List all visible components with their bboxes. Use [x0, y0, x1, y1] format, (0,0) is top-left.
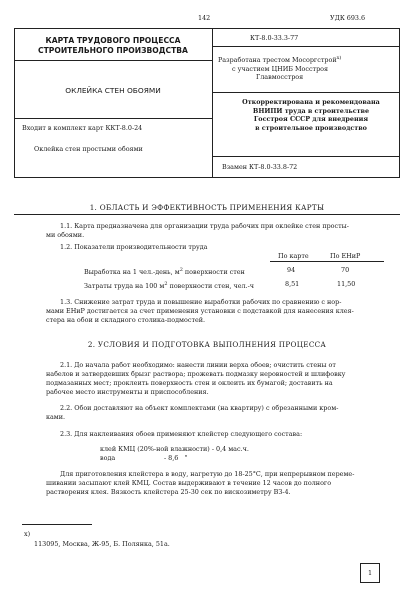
para-2-3: 2.3. Для наклеивания обоев применяют клейстер следующего состава: — [60, 430, 303, 438]
para-1-3-c: стера на обои и складного столика-подмостей. — [46, 316, 206, 324]
metric-output-label: Выработка на 1 чел.-день, м — [84, 268, 180, 277]
footnote-text: 113095, Москва, Ж-95, Б. Полянка, 51а. — [34, 540, 170, 548]
mix-water: вода - 8,6 " — [100, 454, 188, 462]
para-2-2-b: ками. — [46, 413, 66, 421]
col-header-card: По карте — [278, 252, 309, 260]
table-header-rule — [270, 261, 384, 262]
developer-line3: Главмосстроя — [256, 72, 304, 81]
col-header-enir: По ЕНиР — [330, 252, 361, 260]
right-divider-3 — [212, 156, 400, 157]
included-in: Входит в комплект карт ККТ-8.0-24 — [22, 124, 143, 132]
metric-output-enir: 70 — [341, 266, 350, 274]
para-1-1-b: ми обоями. — [46, 231, 85, 239]
metric-output-sup: 2 — [179, 267, 183, 273]
card-title-line2: СТРОИТЕЛЬНОГО ПРОИЗВОДСТВА — [38, 46, 188, 55]
right-divider-2 — [212, 92, 400, 93]
para-2-1-d: рабочее место инструменты и приспособления. — [46, 388, 209, 396]
para-2-2-a: 2.2. Обои доставляют на объект комплектами (на квартиру) с обрезанными кром- — [60, 404, 339, 412]
para-prep-b: шивании засыпают клей КМЦ. Состав выдерживают в течение 12 часов до полного — [46, 479, 332, 487]
card-title — [14, 36, 212, 56]
replaces-code: Взамен КТ-8.0-33.8-72 — [222, 163, 298, 171]
card-code: КТ-8.0-33.3-77 — [250, 34, 299, 42]
section2-heading: 2. УСЛОВИЯ И ПОДГОТОВКА ВЫПОЛНЕНИЯ ПРОЦЕССА — [87, 340, 327, 349]
developer-info — [218, 54, 398, 81]
para-prep-a: Для приготовления клейстера в воду, нагретую до 18-25°С, при непрерывном переме- — [60, 470, 355, 478]
right-divider-1 — [212, 46, 400, 47]
metric-labor-card: 8,51 — [285, 280, 300, 288]
footnote-rule — [22, 524, 92, 525]
developer-line1: Разработана трестом Мосоргстрой — [218, 56, 337, 65]
metric-labor-sup: 2 — [164, 281, 168, 287]
metric-output-card: 94 — [287, 266, 296, 274]
para-1-1-a: 1.1. Карта предназначена для организации труда рабочих при оклейке стен просты- — [60, 222, 349, 230]
section1-underline — [14, 214, 400, 215]
metric-output — [84, 266, 245, 276]
section1-heading: 1. ОБЛАСТЬ И ЭФФЕКТИВНОСТЬ ПРИМЕНЕНИЯ КАРТЫ — [89, 203, 325, 212]
metric-labor-label: Затраты труда на 100 м — [84, 282, 165, 291]
metric-output-label-end: поверхности стен — [182, 268, 245, 277]
left-divider-1 — [14, 60, 212, 61]
para-prep-c: растворения клея. Вязкость клейстера 25-30 сек по вискозиметру ВЗ-4. — [46, 488, 291, 496]
sheet-number: 1 — [367, 569, 373, 577]
developer-line2: с участием ЦНИБ Мосстроя — [232, 64, 329, 73]
approval-line1: Откорректирована и рекомендована — [242, 98, 380, 106]
para-2-1-a: 2.1. До начала работ необходимо: нанести линии верха обоев; очистить стены от — [60, 361, 336, 369]
approval-line3: Госстроя СССР для внедрения — [253, 115, 369, 124]
para-2-1-c: подмазанных мест; проклеить поверхность стен и оклеить их бумагой; доставить на — [46, 379, 333, 387]
page-number: 142 — [198, 14, 211, 22]
mix-glue: клей КМЦ (20%-ной влажности) - 0,4 мас.ч. — [100, 445, 249, 453]
left-divider-2 — [14, 118, 212, 119]
footnote-mark: x) — [24, 530, 31, 538]
metric-labor-enir: 11,50 — [337, 280, 356, 288]
included-subject: Оклейка стен простыми обоями — [34, 145, 143, 153]
card-title-line1: КАРТА ТРУДОВОГО ПРОЦЕССА — [45, 36, 181, 45]
para-1-3-a: 1.3. Снижение затрат труда и повышение выработки рабочих по сравнению с нор- — [60, 298, 342, 306]
metric-labor-label-end: поверхности стен, чел.-ч — [167, 282, 254, 291]
para-1-2: 1.2. Показатели производительности труда — [60, 243, 208, 251]
para-1-3-b: мами ЕНиР достигается за счет применения установки с подставкой для нанесения клея- — [46, 307, 354, 315]
approval-stamp — [224, 98, 398, 132]
approval-line2: ВНИПИ труда в строительстве — [252, 106, 370, 115]
metric-labor — [84, 280, 254, 290]
para-2-1-b: набелов и затвердевших брызг раствора; прожевать подмазку неровностей и шлифовку — [46, 370, 346, 378]
card-subject: ОКЛЕЙКА СТЕН ОБОЯМИ — [65, 86, 161, 95]
udk-code: УДК 693.6 — [330, 14, 366, 22]
developer-footnote-mark: x) — [336, 55, 342, 61]
approval-line4: в строительное производство — [255, 123, 367, 132]
